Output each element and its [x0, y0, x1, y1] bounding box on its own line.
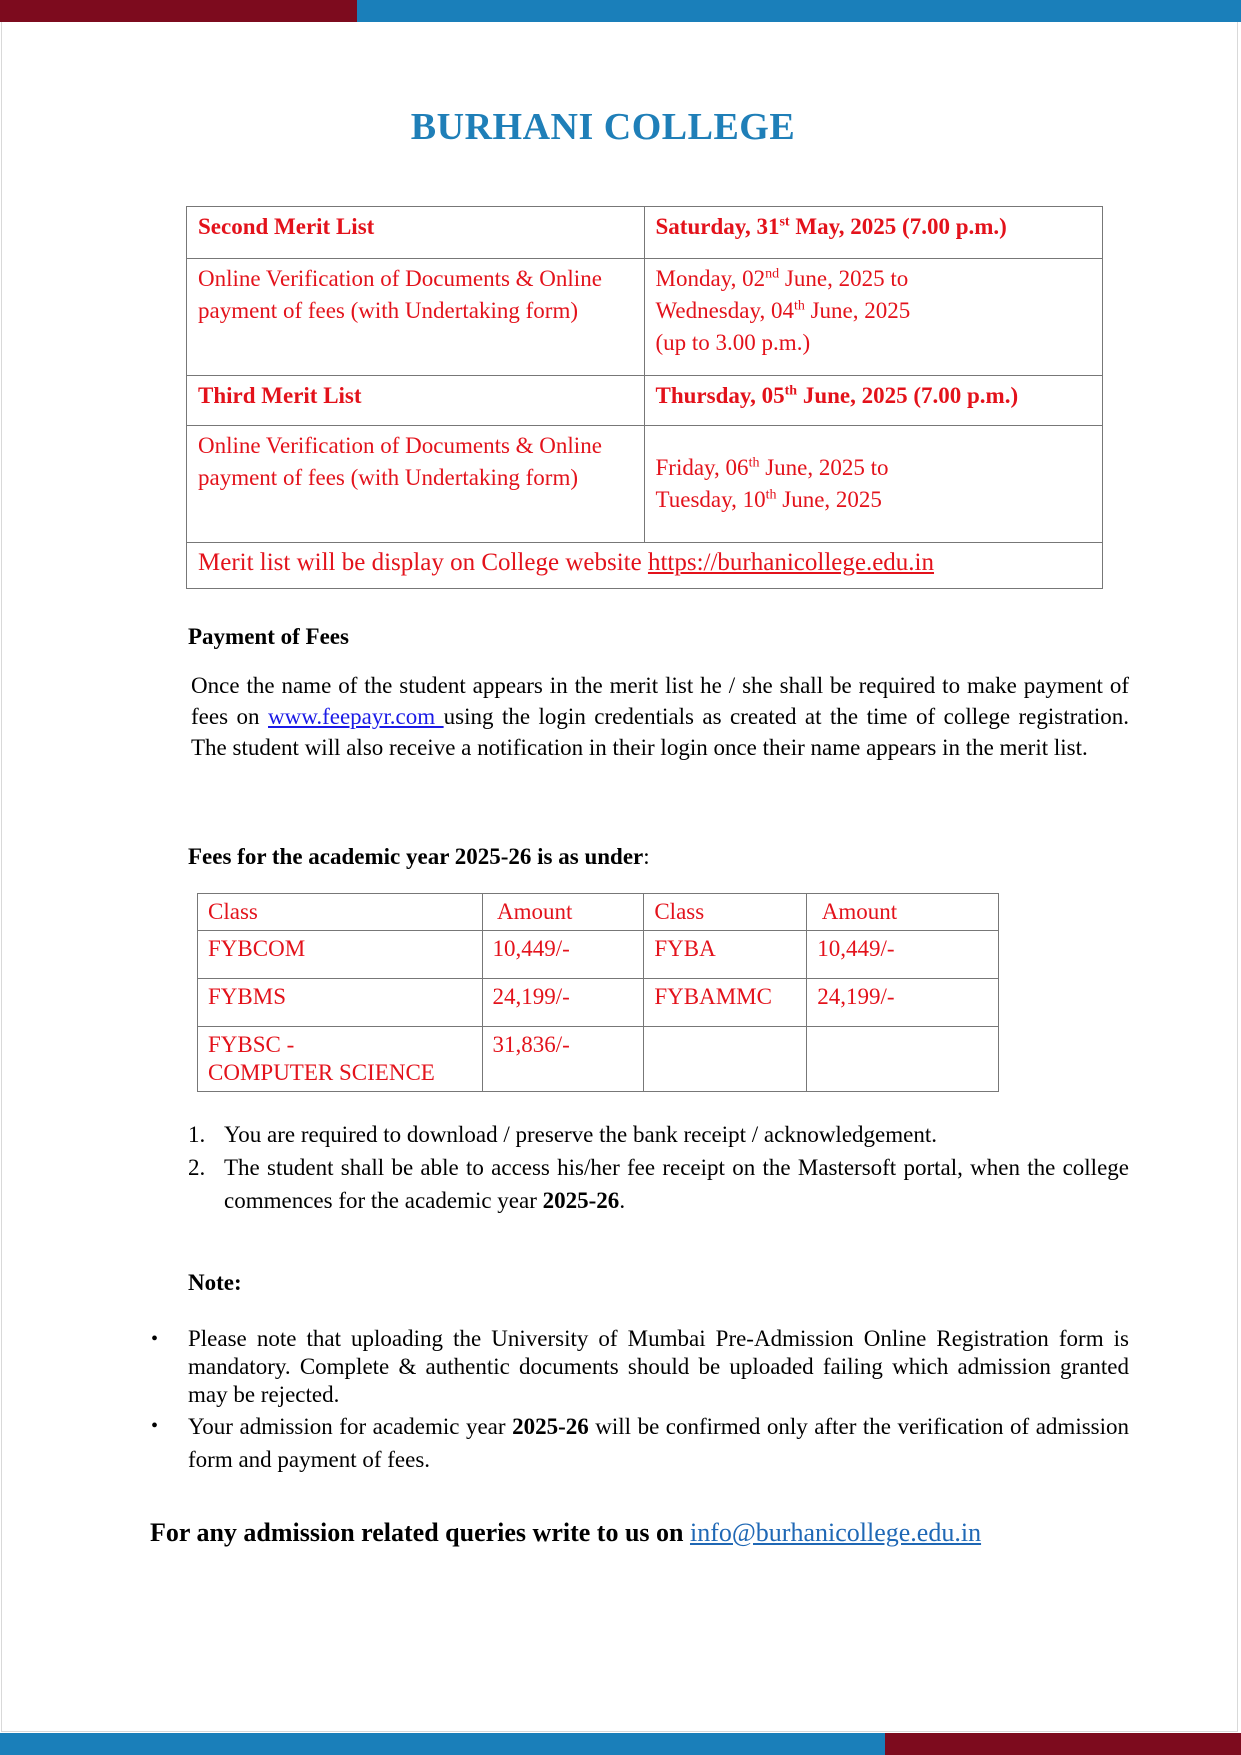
table-row — [198, 931, 999, 979]
fees-table — [197, 893, 999, 1092]
fees-header: Class — [198, 894, 483, 931]
schedule-row — [187, 376, 1103, 426]
fees-header: Amount — [807, 894, 999, 931]
fees-cell: 24,199/- — [807, 979, 999, 1027]
fees-cell — [807, 1027, 999, 1092]
schedule-row — [187, 207, 1103, 259]
schedule-date: Monday, 02nd June, 2025 to Wednesday, 04th June, 2025 (up to 3.00 p.m.) — [644, 259, 1103, 376]
fees-cell: FYBCOM — [198, 931, 483, 979]
fees-cell: 10,449/- — [807, 931, 999, 979]
contact-email-link[interactable]: info@burhanicollege.edu.in — [689, 1518, 982, 1547]
schedule-date: Friday, 06th June, 2025 to Tuesday, 10th June, 2025 — [644, 426, 1103, 543]
bottom-bar-maroon — [885, 1733, 1241, 1755]
fees-header-row — [198, 894, 999, 931]
fees-header: Class — [644, 894, 807, 931]
schedule-label: Second Merit List — [187, 207, 645, 259]
note-heading: Note: — [188, 1270, 242, 1295]
schedule-date: Thursday, 05th June, 2025 (7.00 p.m.) — [644, 376, 1103, 426]
payment-heading: Payment of Fees — [188, 624, 349, 649]
fees-header: Amount — [482, 894, 644, 931]
college-title: BURHANI COLLEGE — [410, 106, 796, 148]
fees-cell: FYBMS — [198, 979, 483, 1027]
top-bar-blue — [357, 0, 1241, 22]
list-item: 1. You are required to download / preserve the bank receipt / acknowledgement. — [188, 1122, 937, 1147]
payment-paragraph: Once the name of the student appears in the merit list he / she shall be required to make payment of fees on www.feepayr.com using the login credentials as created at the time of college registration. The student will also receive a notification in their login once their name appears in the merit list. — [191, 673, 1130, 760]
fees-cell: FYBAMMC — [644, 979, 807, 1027]
contact-line: For any admission related queries write to us on info@burhanicollege.edu.in — [150, 1518, 982, 1547]
fees-cell: 31,836/- — [482, 1027, 644, 1092]
fees-cell: FYBA — [644, 931, 807, 979]
fees-cell: FYBSC - COMPUTER SCIENCE — [198, 1027, 483, 1092]
fees-cell: 24,199/- — [482, 979, 644, 1027]
table-row — [198, 979, 999, 1027]
schedule-row — [187, 543, 1103, 589]
schedule-row — [187, 259, 1103, 376]
schedule-table — [186, 206, 1103, 589]
list-item: • Please note that uploading the University of Mumbai Pre-Admission Online Registration form is mandatory. Complete & authentic documents should be uploaded failing which admission granted may be rejected. — [151, 1326, 1129, 1407]
college-website-link[interactable]: https://burhanicollege.edu.in — [647, 549, 935, 576]
fees-cell — [644, 1027, 807, 1092]
schedule-label: Third Merit List — [187, 376, 645, 426]
schedule-row — [187, 426, 1103, 543]
list-item: 2. The student shall be able to access his/her fee receipt on the Mastersoft portal, when the college commences for the academic year 2025-26. — [188, 1155, 1129, 1213]
schedule-date: Saturday, 31st May, 2025 (7.00 p.m.) — [644, 207, 1103, 259]
bullet-icon: • — [151, 1415, 159, 1437]
list-item: • Your admission for academic year 2025-26 will be confirmed only after the verification of admission form and payment of fees. — [151, 1410, 1129, 1476]
feepayr-link[interactable]: www.feepayr.com — [268, 704, 444, 729]
fees-cell: 10,449/- — [482, 931, 644, 979]
bullet-icon: • — [151, 1328, 159, 1350]
instructions-list — [188, 1118, 1129, 1217]
schedule-label: Online Verification of Documents & Online payment of fees (with Undertaking form) — [187, 259, 645, 376]
merit-website-note: Merit list will be display on College website https://burhanicollege.edu.in — [187, 543, 1103, 589]
schedule-label: Online Verification of Documents & Online payment of fees (with Undertaking form) — [187, 426, 645, 543]
table-row — [198, 1027, 999, 1092]
bottom-bar-blue — [0, 1733, 885, 1755]
top-bar-maroon — [0, 0, 357, 22]
fees-heading: Fees for the academic year 2025-26 is as under: — [188, 844, 650, 869]
